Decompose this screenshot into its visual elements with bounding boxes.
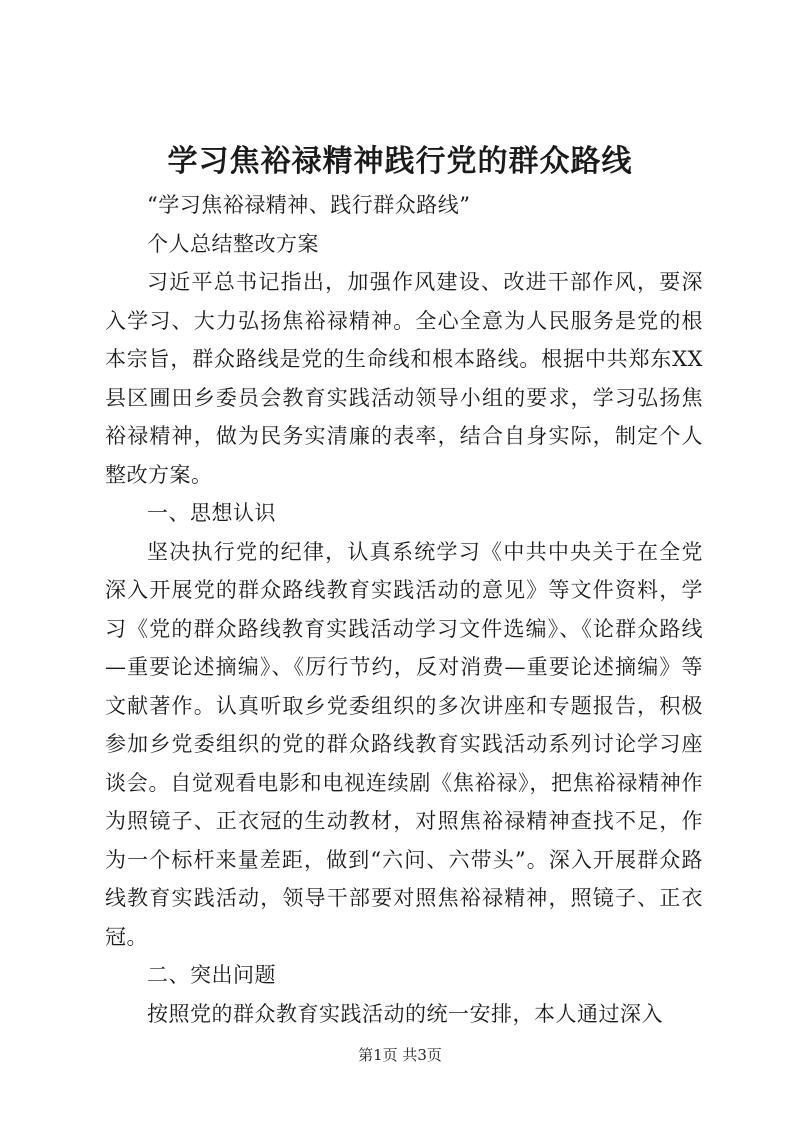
section-2-paragraph: 按照党的群众教育实践活动的统一安排，本人通过深入 [147, 1001, 663, 1026]
intro-paragraph: 习近平总书记指出，加强作风建设、改进干部作风，要深入学习、大力弘扬焦裕禄精神。全心全意为人民服务是党的根本宗旨，群众路线是党的生命线和根本路线。根据中共郑东XX县区圃田乡委员会教育实践活动领导小组的要求，学习弘扬焦裕禄精神，做为民务实清廉的表率，结合自身实际，制定个人整改方案。 [105, 270, 703, 487]
document-body [105, 186, 703, 1033]
document-title: 学习焦裕禄精神践行党的群众路线 [167, 144, 633, 179]
section-heading-2: 二、突出问题 [147, 963, 276, 987]
section-1-paragraph: 坚决执行党的纪律，认真系统学习《中共中央关于在全党深入开展党的群众路线教育实践活动的意见》等文件资料，学习《党的群众路线教育实践活动学习文件选编》、《论群众路线—重要论述摘编》、《厉行节约，反对消费—重要论述摘编》等文献著作。认真听取乡党委组织的多次讲座和专题报告，积极参加乡党委组织的党的群众路线教育实践活动系列讨论学习座谈会。自觉观看电影和电视连续剧《焦裕禄》，把焦裕禄精神作为照镜子、正衣冠的生动教材，对照焦裕禄精神查找不足，作为一个标杆来量差距，做到“六问、六带头”。深入开展群众路线教育实践活动，领导干部要对照焦裕禄精神，照镜子、正衣冠。 [105, 539, 703, 949]
subtitle-quote: “学习焦裕禄精神、践行群众路线” [147, 193, 471, 217]
section-heading-1: 一、思想认识 [147, 501, 276, 525]
subtitle-plan: 个人总结整改方案 [147, 231, 319, 256]
page-footer: 第1页 共3页 [358, 1046, 442, 1064]
